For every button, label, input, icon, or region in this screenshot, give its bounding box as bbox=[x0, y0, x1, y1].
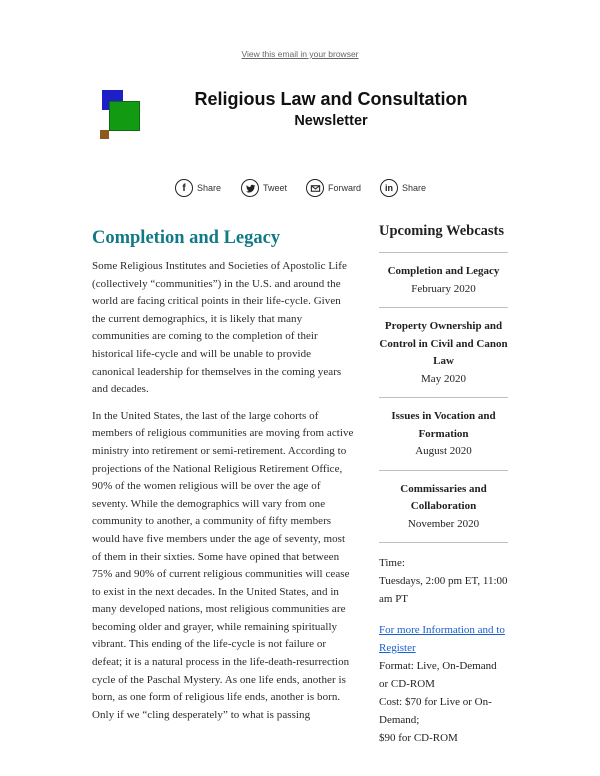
share-bar bbox=[0, 178, 600, 200]
webcast-item bbox=[379, 253, 508, 307]
linkedin-share-label: Share bbox=[402, 183, 427, 193]
sidebar-heading: Upcoming Webcasts bbox=[379, 223, 505, 239]
register-link[interactable]: For more Information and to Register bbox=[379, 624, 505, 654]
time-value: Tuesdays, 2:00 pm ET, 11:00 am PT bbox=[379, 575, 508, 605]
webcast-date: February 2020 bbox=[411, 282, 476, 295]
twitter-share-button[interactable] bbox=[241, 178, 287, 198]
article-paragraph: Some Religious Institutes and Societies of Apostolic Life (collectively “communities”) in the U.S. and around the world are facing critical points in their life-cycle. Given the current demographics, it is likely that many communities are coming to the completion of their historical life-cycle and will be unable to provide canonical leadership for themselves in the coming years and decades. bbox=[92, 260, 347, 396]
newsletter-logo bbox=[100, 90, 141, 140]
facebook-share-button[interactable] bbox=[175, 178, 221, 198]
webcast-title: Issues in Vocation and Formation bbox=[391, 410, 496, 440]
article-column bbox=[92, 228, 354, 733]
info-block bbox=[379, 608, 508, 747]
webcast-title: Completion and Legacy bbox=[387, 265, 500, 277]
webcast-date: May 2020 bbox=[421, 372, 466, 385]
article-paragraph: In the United States, the last of the large cohorts of members of religious communities are moving from active ministry into retirement or semi-retirement. According to projections of the National Religious Retirement Office, 90% of the women religious will be over the age of seventy. While the demographics will vary from one community to another, a community of fifty members would have five members under the age of seventy, most of them in their sixties. Some have opined that between 75% and 90% of current religious communities will cease to exist in the next decades. In the United States, and in many developed nations, most religious communities are becoming older and grayer, while remaining spiritually vibrant. This ending of the life-cycle is not failure or defeat; it is a natural process in the life-death-resurrection cycle of the Paschal Mystery. As one life ends, another is born, as one form of religious life ends, another is born. Only if we “cling desperately” to what is passing bbox=[92, 409, 354, 721]
time-label: Time: bbox=[379, 557, 405, 569]
newsletter-subtitle: Newsletter bbox=[294, 113, 368, 129]
linkedin-icon: in bbox=[380, 179, 398, 197]
twitter-icon bbox=[241, 179, 259, 197]
webcast-item bbox=[379, 308, 508, 397]
newsletter-title: Religious Law and Consultation bbox=[194, 89, 468, 109]
webcast-item bbox=[379, 398, 508, 470]
webcast-item bbox=[379, 471, 508, 543]
facebook-icon: f bbox=[175, 179, 193, 197]
webcast-date: November 2020 bbox=[407, 517, 480, 530]
linkedin-share-button[interactable] bbox=[380, 178, 426, 198]
cost-live-text: Cost: $70 for Live or On-Demand; bbox=[379, 696, 492, 726]
forward-button[interactable] bbox=[306, 178, 361, 198]
forward-label: Forward bbox=[328, 183, 362, 193]
format-text: Format: Live, On-Demand or CD-ROM bbox=[379, 660, 497, 690]
twitter-share-label: Tweet bbox=[263, 183, 288, 193]
webcast-title: Property Ownership and Control in Civil and Canon Law bbox=[379, 320, 508, 367]
facebook-share-label: Share bbox=[197, 183, 222, 193]
time-block bbox=[379, 543, 508, 608]
view-in-browser-link[interactable]: View this email in your browser bbox=[241, 49, 359, 59]
webcast-title: Commissaries and Collaboration bbox=[400, 482, 487, 512]
cost-cd-text: $90 for CD-ROM bbox=[379, 732, 458, 744]
webcast-sidebar bbox=[379, 222, 508, 747]
webcast-date: August 2020 bbox=[415, 445, 472, 457]
article-title: Completion and Legacy bbox=[92, 228, 281, 248]
envelope-icon bbox=[306, 179, 324, 197]
